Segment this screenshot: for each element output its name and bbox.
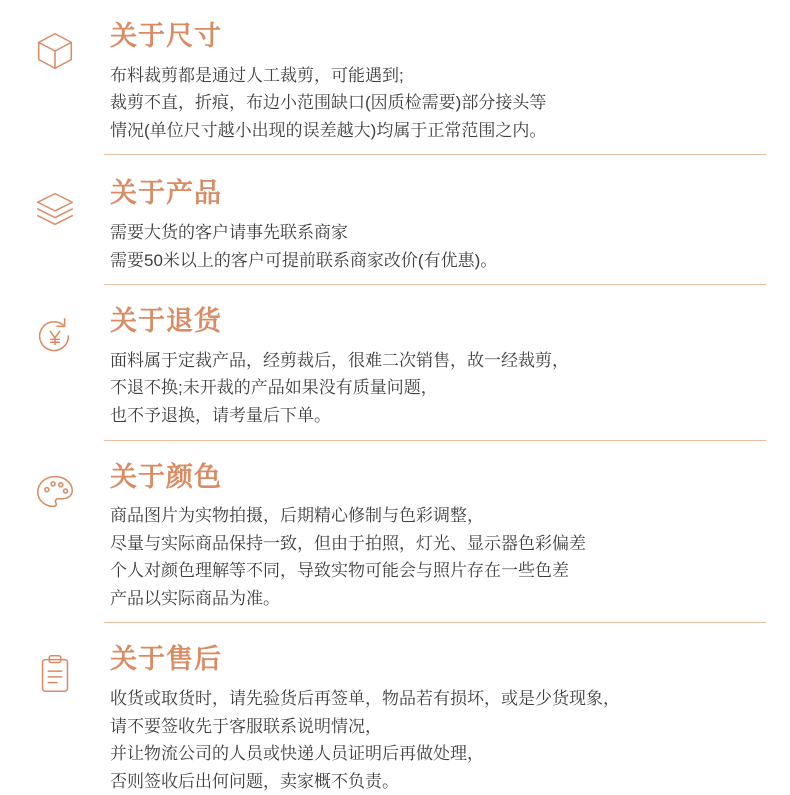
section-about-after-sales <box>0 633 790 795</box>
layers-icon <box>32 185 78 231</box>
section-about-product <box>0 165 790 274</box>
section-line: 否则签收后出何问题，卖家概不负责。 <box>110 771 399 791</box>
section-about-size <box>0 0 790 144</box>
icon-column <box>0 637 110 697</box>
section-line: 商品图片为实物拍摄，后期精心修制与色彩调整， <box>110 506 484 526</box>
section-body <box>110 637 790 795</box>
section-divider <box>104 284 766 285</box>
icon-column <box>0 171 110 231</box>
section-title: 关于产品 <box>110 178 222 209</box>
section-body <box>110 299 790 429</box>
section-title: 关于售后 <box>110 644 222 675</box>
section-line: 不退不换;未开裁的产品如果没有质量问题， <box>110 378 438 398</box>
section-line: 收货或取货时，请先验货后再签单，物品若有损坏，或是少货现象， <box>110 689 620 709</box>
section-divider <box>104 154 766 155</box>
section-title: 关于尺寸 <box>110 21 222 51</box>
icon-column <box>0 299 110 359</box>
section-title: 关于颜色 <box>110 461 222 492</box>
section-line: 请不要签收先于客服联系说明情况， <box>110 716 382 736</box>
icon-column <box>0 14 110 74</box>
section-line: 个人对颜色理解等不同，导致实物可能会与照片存在一些色差 <box>110 561 569 581</box>
box-icon <box>32 28 78 74</box>
palette-icon <box>32 469 78 515</box>
section-body <box>110 171 790 274</box>
section-line: 情况(单位尺寸越小出现的误差越大)均属于正常范围之内。 <box>110 120 547 140</box>
section-line: 也不予退换，请考量后下单。 <box>110 405 331 425</box>
section-line: 布料裁剪都是通过人工裁剪，可能遇到; <box>110 65 404 85</box>
clipboard-icon <box>32 651 78 697</box>
section-about-color <box>0 451 790 613</box>
section-line: 产品以实际商品为准。 <box>110 588 280 608</box>
section-title: 关于退货 <box>110 306 222 337</box>
section-divider <box>104 622 766 623</box>
section-line: 并让物流公司的人员或快递人员证明后再做处理， <box>110 744 484 764</box>
refund-yuan-icon <box>32 313 78 359</box>
section-body <box>110 14 790 144</box>
section-line: 裁剪不直，折痕，布边小范围缺口(因质检需要)部分接头等 <box>110 93 547 113</box>
icon-column <box>0 455 110 515</box>
section-body <box>110 455 790 613</box>
section-line: 尽量与实际商品保持一致，但由于拍照，灯光、显示器色彩偏差 <box>110 533 586 553</box>
section-line: 面料属于定裁产品，经剪裁后，很难二次销售，故一经裁剪， <box>110 350 569 370</box>
section-line: 需要50米以上的客户可提前联系商家改价(有优惠)。 <box>110 250 498 270</box>
section-about-return <box>0 295 790 429</box>
section-divider <box>104 440 766 441</box>
section-line: 需要大货的客户请事先联系商家 <box>110 223 348 243</box>
